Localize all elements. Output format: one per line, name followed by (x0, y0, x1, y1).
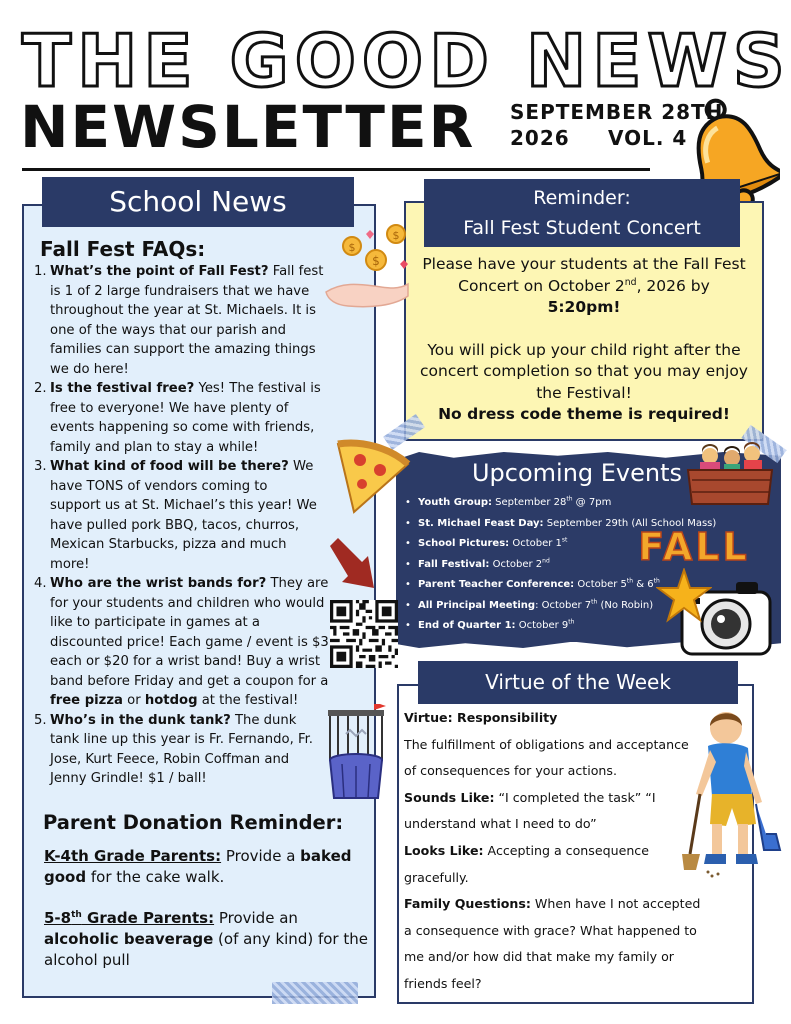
donation-heading: Parent Donation Reminder: (43, 811, 344, 834)
looks-text: Accepting a consequence gracefully. (404, 842, 649, 885)
donation-58-label-pre: 5-8 (44, 909, 72, 927)
free-pizza-text: free pizza (50, 693, 123, 708)
title-line-2: NEWSLETTER (20, 93, 476, 161)
concert-p1-sup: nd (624, 276, 637, 288)
issue-date: SEPTEMBER 28TH (510, 100, 724, 124)
event-text: October 2 (489, 558, 543, 570)
donation-58-item: alcoholic beaverage (44, 930, 214, 948)
event-label: School Pictures: (418, 538, 510, 549)
concert-p1-text: Please have your students at the Fall Fest Concert on October 2 (422, 255, 746, 295)
title-line-1: THE GOOD NEWS (22, 19, 791, 103)
star-icon (653, 568, 712, 624)
pizza-icon (332, 438, 412, 516)
faq-question: What kind of food will be there? (50, 459, 289, 474)
event-sup: th (653, 577, 660, 585)
faq-question: Who’s in the dunk tank? (50, 712, 231, 728)
concert-p1-post: , 2026 by (636, 276, 710, 295)
dunk-tank-icon (322, 704, 396, 802)
event-sup: st (561, 536, 568, 544)
event-post: & 6 (633, 579, 654, 590)
event-label: End of Quarter 1: (418, 620, 516, 631)
event-post: @ 7pm (572, 497, 612, 508)
faq-answer-end: at the festival! (197, 693, 299, 708)
faq-question: What’s the point of Fall Fest? (50, 264, 269, 279)
concert-header (424, 179, 740, 247)
faq-answer: Fall fest is 1 of 2 large fundraisers that we have throughout the year at St. Michaels. It is one of the ways that our parish and families can support the amazing things we do here! (50, 264, 324, 377)
school-news-header: School News (42, 177, 354, 227)
event-text: October 1 (509, 538, 562, 549)
event-item (402, 493, 722, 514)
faq-number: 2. (34, 381, 47, 396)
event-sup: th (591, 598, 598, 606)
event-post: (No Robin) (597, 599, 654, 611)
faq-answer: Yes! The festival is free to everyone! We have plenty of events happening so come with friends, family and plan to stay a while! (50, 381, 321, 455)
virtue-header: Virtue of the Week (418, 661, 738, 704)
fall-graphic: FALL (638, 525, 750, 569)
donation-k4 (44, 846, 372, 888)
sounds-label: Sounds Like: (404, 789, 495, 805)
concert-paragraph-1 (410, 254, 758, 319)
event-label: Fall Festival: (418, 558, 490, 570)
concert-paragraph-3: No dress code theme is required! (438, 405, 730, 423)
event-label: All Principal Meeting (418, 599, 536, 611)
faq-number: 5. (34, 712, 47, 728)
faq-item (34, 711, 328, 789)
event-sup: nd (542, 557, 550, 565)
faq-number: 1. (34, 264, 47, 279)
family-text: When have I not accepted a consequence with grace? What happened to me and/or how did that make my family or friends feel? (404, 896, 701, 991)
kids-icon (682, 440, 778, 506)
virtue-definition: The fulfillment of obligations and acceptance of consequences for your actions. (404, 736, 689, 779)
donation-58-label-post: Grade Parents: (81, 909, 215, 927)
concert-paragraph-2: You will pick up your child right after the concert completion so that you may enjoy the Festival! (420, 340, 748, 402)
donation-58-text: Provide an (214, 909, 298, 927)
event-label: Parent Teacher Conference: (418, 579, 575, 590)
event-label: St. Michael Feast Day: (418, 517, 544, 529)
virtue-text (404, 705, 704, 998)
faq-question: Who are the wrist bands for? (50, 576, 267, 591)
faq-item (34, 379, 336, 457)
donation-k4-text: Provide a (221, 847, 301, 865)
issue-volume: VOL. 4 (608, 126, 688, 150)
arrow-icon (326, 536, 378, 592)
issue-year: 2026 (510, 126, 570, 150)
event-sup: th (568, 618, 575, 626)
faq-question: Is the festival free? (50, 381, 195, 396)
faq-answer: They are for your students and children who would like to participate in games at a discounted price! Each game / event is $3 each or $20 for a wrist band! Buy a wrist band before Friday and get a coupon for a (50, 576, 329, 689)
qr-code (330, 600, 398, 668)
virtue-family-questions (404, 891, 704, 997)
donation-58-label (44, 909, 214, 927)
donation-58 (44, 908, 372, 971)
event-text: October 5 (574, 579, 627, 590)
event-text: : October 7 (535, 599, 592, 611)
faq-item (34, 262, 336, 379)
money-hand-icon (318, 220, 414, 310)
faq-item (34, 574, 336, 711)
masthead-rule (22, 168, 650, 171)
svg-text:$: $ (392, 229, 400, 242)
faq-answer-mid: or (122, 693, 145, 708)
sounds-text: “I completed the task” “I understand what I need to do” (404, 789, 656, 832)
svg-text:$: $ (372, 254, 380, 268)
looks-label: Looks Like: (404, 842, 484, 858)
donation-58-label-sup: th (71, 910, 82, 920)
faq-item (34, 457, 320, 574)
hotdog-text: hotdog (144, 693, 198, 708)
virtue-label: Virtue: Responsibility (404, 710, 558, 725)
event-sup: th (626, 577, 634, 585)
concert-header-line-1: Reminder: (533, 187, 631, 209)
faq-heading: Fall Fest FAQs: (40, 237, 206, 261)
svg-text:$: $ (348, 241, 356, 254)
virtue-looks-like (404, 838, 704, 891)
faq-number: 3. (34, 459, 47, 474)
faq-answer: We have TONS of vendors coming to support us at St. Michael’s this year! We have pulled pork BBQ, tacos, churros, Mexican Starbucks, pizza and much more! (50, 459, 317, 572)
boy-sweeping-icon (682, 704, 782, 882)
event-label: Youth Group: (418, 497, 492, 508)
donation-k4-text-end: for the cake walk. (86, 868, 225, 886)
tape-decoration (272, 982, 358, 1004)
event-text: September 28 (491, 497, 567, 508)
faq-number: 4. (34, 576, 47, 591)
concert-time: 5:20pm! (547, 298, 621, 316)
event-text: September 29th (All School Mass) (543, 517, 717, 529)
donation-58-text-end: (of any kind) for the alcohol pull (44, 930, 368, 969)
events-title: Upcoming Events (471, 459, 683, 487)
concert-header-line-2: Fall Fest Student Concert (463, 217, 701, 239)
donation-k4-label: K-4th Grade Parents: (44, 847, 222, 865)
event-sup: th (566, 495, 573, 503)
virtue-sounds-like (404, 785, 704, 838)
faq-answer: The dunk tank line up this year is Fr. Fernando, Fr. Jose, Kurt Feece, Robin Coffman and Jenny Grindle! $1 / ball! (50, 712, 313, 786)
faq-list (34, 262, 346, 789)
event-text: October 9 (515, 620, 569, 631)
donation-k4-item: baked good (44, 847, 352, 886)
concert-text (410, 254, 758, 426)
family-label: Family Questions: (404, 896, 531, 912)
